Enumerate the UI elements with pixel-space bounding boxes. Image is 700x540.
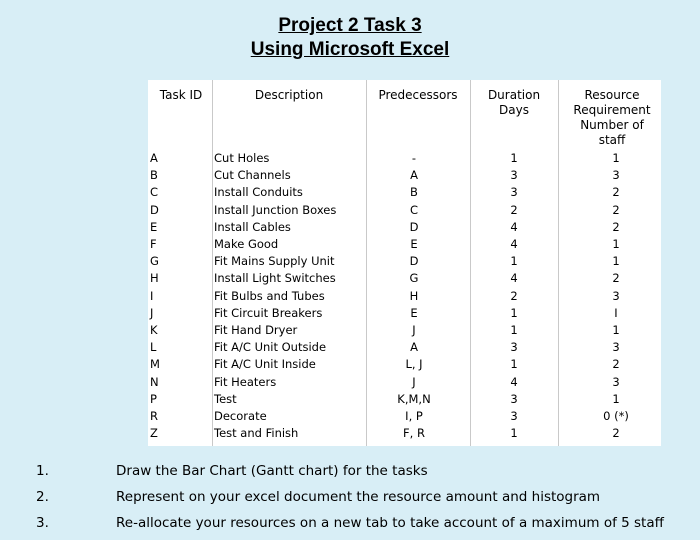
table-row <box>148 167 661 184</box>
table-row <box>148 202 661 219</box>
instruction-number: 3. <box>36 515 49 531</box>
description-cell: Install Light Switches <box>214 271 336 286</box>
instruction-item <box>0 484 700 510</box>
task-id-cell: J <box>150 305 154 320</box>
task-id-cell: L <box>150 340 157 355</box>
header-predecessors: Predecessors <box>378 88 458 102</box>
header-duration-line-1: Duration <box>487 88 541 102</box>
resource-cell: 1 <box>612 323 620 337</box>
resource-cell: 0 (*) <box>603 409 629 423</box>
task-id-cell: H <box>150 271 159 286</box>
table-row <box>148 184 661 201</box>
title-line-2: Using Microsoft Excel <box>250 39 450 60</box>
resource-cell: 3 <box>612 168 620 183</box>
document-title <box>0 14 700 62</box>
description-cell: Decorate <box>214 409 267 423</box>
task-id-cell: F <box>150 237 157 251</box>
instruction-text: Represent on your excel document the resource amount and histogram <box>116 489 601 505</box>
predecessors-cell: E <box>410 237 418 251</box>
table-row <box>148 339 661 356</box>
duration-cell: 2 <box>510 288 518 303</box>
header-duration <box>474 88 554 118</box>
table-row <box>148 236 661 253</box>
resource-cell: 3 <box>612 374 620 389</box>
description-cell: Test <box>214 391 237 406</box>
table-row <box>148 253 661 270</box>
description-cell: Install Conduits <box>214 185 303 200</box>
table-row <box>148 305 661 322</box>
resource-cell: 1 <box>612 391 620 406</box>
resource-cell: 2 <box>612 271 620 286</box>
resource-cell: 2 <box>612 202 620 217</box>
resource-cell: 1 <box>612 237 620 251</box>
task-id-cell: M <box>150 357 160 372</box>
duration-cell: 3 <box>510 185 518 200</box>
task-id-cell: B <box>150 168 158 183</box>
table-row <box>148 270 661 287</box>
header-resource-line-3: Number of <box>580 118 644 132</box>
predecessors-cell: K,M,N <box>397 391 431 406</box>
instruction-item <box>0 458 700 484</box>
duration-cell: 3 <box>510 168 518 183</box>
title-line-1: Project 2 Task 3 <box>278 15 422 36</box>
description-cell: Install Cables <box>214 219 291 234</box>
resource-cell: 1 <box>612 151 620 165</box>
header-resource-line-2: Requirement <box>573 103 651 117</box>
instruction-text: Draw the Bar Chart (Gantt chart) for the tasks <box>116 463 428 479</box>
task-id-cell: N <box>150 374 159 389</box>
duration-cell: 4 <box>510 374 518 389</box>
duration-cell: 1 <box>510 151 518 165</box>
header-resource-line-1: Resource <box>584 88 640 102</box>
duration-cell: 4 <box>510 219 518 234</box>
description-cell: Make Good <box>214 237 279 251</box>
instruction-number: 1. <box>36 463 49 479</box>
description-cell: Cut Holes <box>214 151 270 165</box>
resource-cell: 1 <box>612 254 620 269</box>
predecessors-cell: F, R <box>403 426 425 441</box>
duration-cell: 3 <box>510 340 518 355</box>
header-duration-line-2: Days <box>499 103 529 117</box>
description-cell: Test and Finish <box>214 426 299 441</box>
predecessors-cell: L, J <box>405 357 423 372</box>
table-row <box>148 374 661 391</box>
predecessors-cell: H <box>409 288 419 303</box>
duration-cell: 1 <box>510 357 518 372</box>
description-cell: Cut Channels <box>214 168 291 183</box>
predecessors-cell: E <box>410 305 418 320</box>
table-row <box>148 150 661 167</box>
resource-cell: 2 <box>612 219 620 234</box>
duration-cell: 3 <box>510 391 518 406</box>
task-table <box>148 80 661 446</box>
header-resource <box>566 88 658 148</box>
description-cell: Install Junction Boxes <box>214 202 337 217</box>
table-row <box>148 425 661 442</box>
description-cell: Fit Bulbs and Tubes <box>214 288 325 303</box>
task-id-cell: A <box>150 151 158 165</box>
duration-cell: 4 <box>510 237 518 251</box>
description-cell: Fit A/C Unit Inside <box>214 357 316 372</box>
table-row <box>148 391 661 408</box>
description-cell: Fit Heaters <box>214 374 277 389</box>
predecessors-cell: C <box>409 202 419 217</box>
instruction-item <box>0 510 700 536</box>
description-cell: Fit A/C Unit Outside <box>214 340 327 355</box>
duration-cell: 1 <box>510 323 518 337</box>
task-id-cell: G <box>150 254 159 269</box>
task-id-cell: C <box>150 185 159 200</box>
predecessors-cell: J <box>412 374 416 389</box>
table-row <box>148 322 661 339</box>
resource-cell: 2 <box>612 357 620 372</box>
header-resource-line-4: staff <box>598 133 626 147</box>
duration-cell: 4 <box>510 271 518 286</box>
header-description: Description <box>254 88 324 102</box>
resource-cell: 2 <box>612 185 620 200</box>
predecessors-cell: A <box>410 168 418 183</box>
resource-cell: 3 <box>612 340 620 355</box>
resource-cell: 2 <box>612 426 620 441</box>
instruction-number: 2. <box>36 489 49 505</box>
task-id-cell: E <box>150 219 158 234</box>
table-row <box>148 408 661 425</box>
duration-cell: 1 <box>510 426 518 441</box>
task-id-cell: Z <box>150 426 158 441</box>
duration-cell: 3 <box>510 409 518 423</box>
description-cell: Fit Mains Supply Unit <box>214 254 335 269</box>
task-id-cell: P <box>150 391 157 406</box>
table-row <box>148 219 661 236</box>
predecessors-cell: - <box>411 151 417 165</box>
description-cell: Fit Hand Dryer <box>214 323 298 337</box>
predecessors-cell: A <box>410 340 418 355</box>
instruction-text: Re-allocate your resources on a new tab to take account of a maximum of 5 staff <box>116 515 664 531</box>
predecessors-cell: G <box>409 271 419 286</box>
duration-cell: 1 <box>510 254 518 269</box>
table-row <box>148 356 661 373</box>
resource-cell: I <box>614 305 618 320</box>
table-row <box>148 288 661 305</box>
predecessors-cell: J <box>412 323 416 337</box>
task-id-cell: D <box>150 202 159 217</box>
task-id-cell: R <box>150 409 158 423</box>
duration-cell: 1 <box>510 305 518 320</box>
predecessors-cell: D <box>409 254 419 269</box>
description-cell: Fit Circuit Breakers <box>214 305 323 320</box>
task-id-cell: K <box>150 323 158 337</box>
header-task-id: Task ID <box>159 88 203 102</box>
task-id-cell: I <box>150 288 154 303</box>
duration-cell: 2 <box>510 202 518 217</box>
resource-cell: 3 <box>612 288 620 303</box>
predecessors-cell: I, P <box>405 409 423 423</box>
predecessors-cell: B <box>410 185 418 200</box>
predecessors-cell: D <box>409 219 419 234</box>
